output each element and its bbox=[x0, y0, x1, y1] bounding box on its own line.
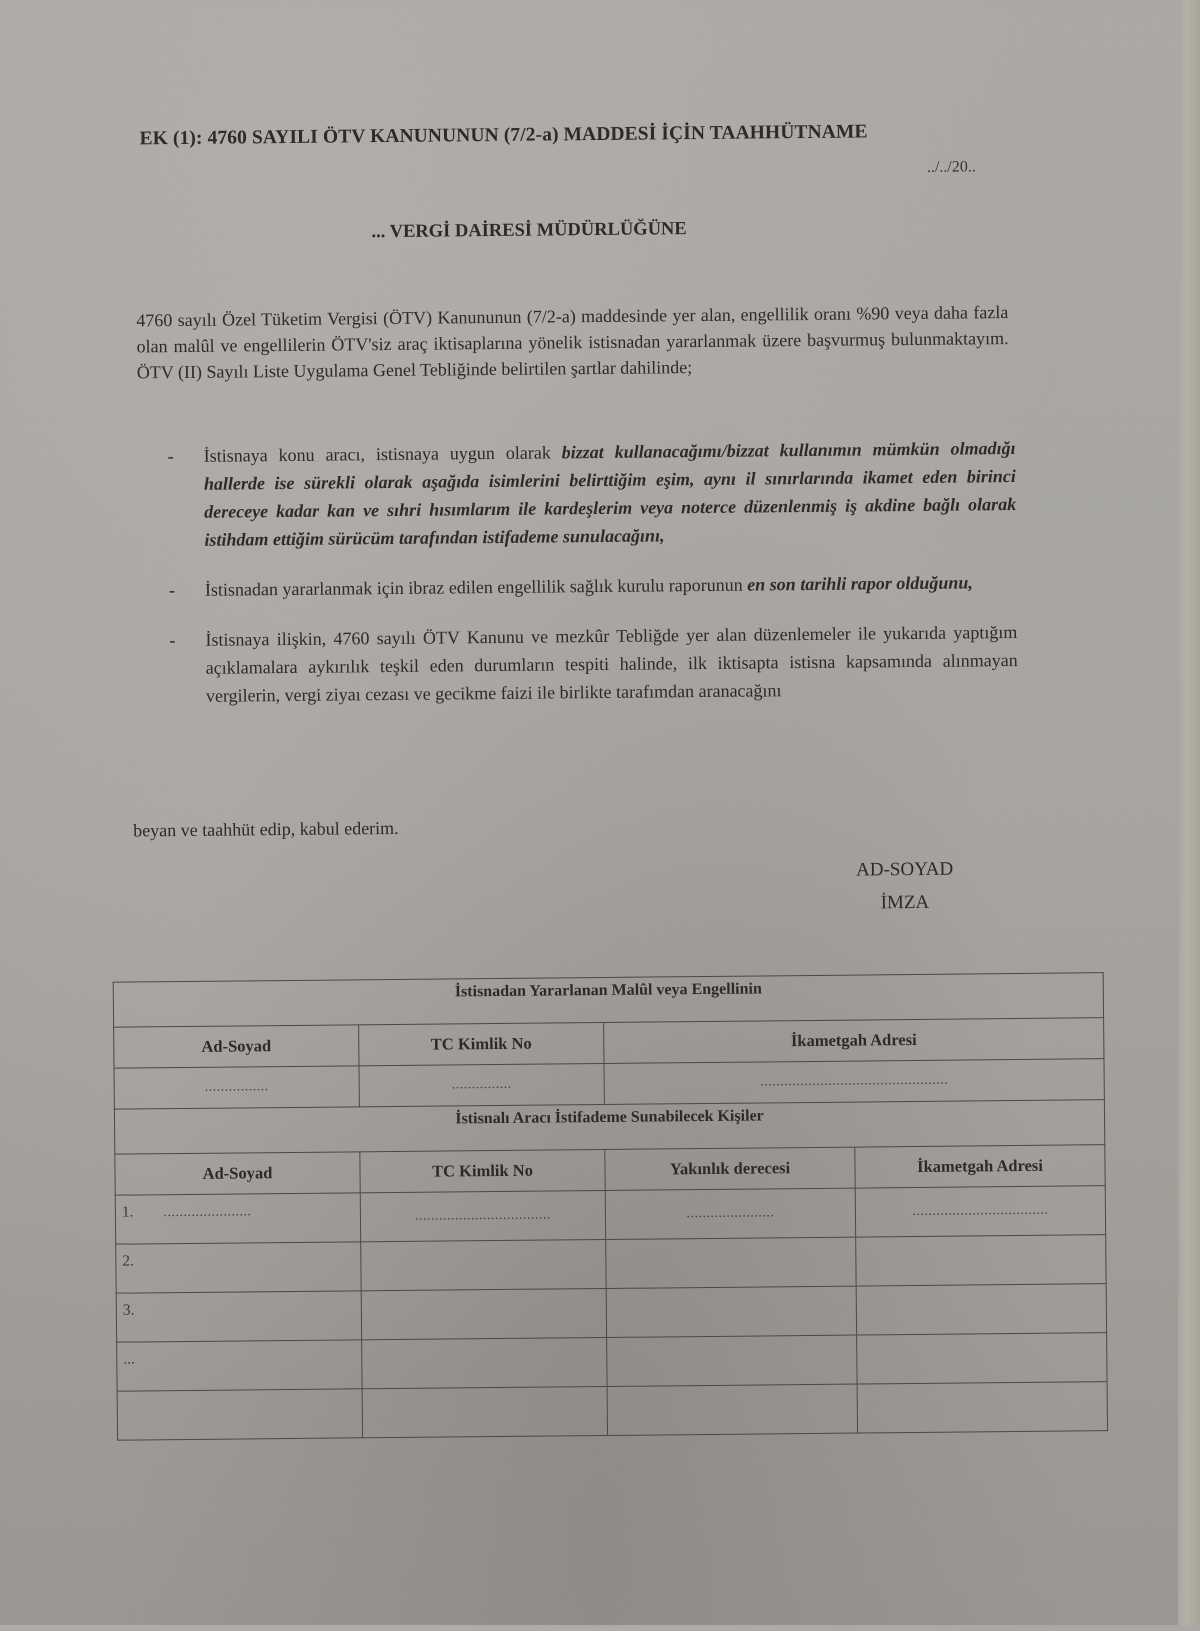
user-tc-field[interactable]: .................................. bbox=[360, 1190, 605, 1241]
name-dots: ...................... bbox=[163, 1204, 252, 1221]
commitment-emphasis: en son tarihli rapor olduğunu, bbox=[747, 572, 973, 595]
user-address-field[interactable] bbox=[857, 1333, 1107, 1384]
user-tc-field[interactable] bbox=[361, 1288, 606, 1339]
commitment-item bbox=[169, 568, 1017, 604]
beneficiary-form-table bbox=[113, 972, 1108, 1440]
intro-paragraph: 4760 sayılı Özel Tüketim Vergisi (ÖTV) Kanununun (7/2-a) maddesinde yer alan, engellilik oranı %90 veya daha fazla olan malûl ve engellilerin ÖTV'siz araç iktisaplarına yönelik istisnadan yararlanmak üzere başvurmuş bulunmaktayım. ÖTV (II) Sayılı Liste Uygulama Genel Tebliğinde belirtilen şartlar dahilinde; bbox=[136, 302, 1009, 383]
user-address-field[interactable] bbox=[856, 1284, 1106, 1335]
user-relation-field[interactable]: ...................... bbox=[605, 1188, 855, 1239]
beneficiary-section-title: İstisnadan Yararlanan Malûl veya Engellinin bbox=[113, 973, 1103, 1028]
dash-bullet-icon: - bbox=[168, 580, 176, 601]
row-number: 2. bbox=[122, 1252, 135, 1270]
user-name-field[interactable] bbox=[115, 1193, 360, 1244]
user-address-field[interactable] bbox=[856, 1235, 1106, 1286]
document-title: EK (1): 4760 SAYILI ÖTV KANUNUNUN (7/2-a) MADDESİ İÇİN TAAHHÜTNAME bbox=[139, 121, 868, 150]
user-tc-field[interactable] bbox=[362, 1337, 607, 1388]
beneficiary-address-field[interactable]: ............................................... bbox=[604, 1059, 1104, 1105]
dash-bullet-icon: - bbox=[169, 630, 176, 651]
user-address-field[interactable]: .................................. bbox=[855, 1186, 1105, 1237]
user-tc-field[interactable] bbox=[361, 1239, 606, 1290]
commitment-text: İstisnaya konu aracı, istisnaya uygun olarak bbox=[203, 442, 562, 466]
closing-statement: beyan ve taahhüt edip, kabul ederim. bbox=[133, 817, 399, 841]
table-row bbox=[117, 1382, 1107, 1441]
header-tc-kimlik-no: TC Kimlik No bbox=[359, 1022, 604, 1065]
users-section-title: İstisnalı Aracı İstifademe Sunabilecek Kişiler bbox=[114, 1100, 1104, 1155]
user-relation-field[interactable] bbox=[606, 1286, 856, 1337]
signature-label: İMZA bbox=[880, 891, 930, 914]
beneficiary-tc-field[interactable]: ............... bbox=[359, 1063, 604, 1106]
row-number: 1. bbox=[121, 1203, 134, 1221]
commitment-list bbox=[168, 434, 1019, 710]
addressee-heading: ... VERGİ DAİRESİ MÜDÜRLÜĞÜNE bbox=[371, 219, 687, 243]
commitment-text: İstisnadan yararlanmak için ibraz edilen engellilik sağlık kurulu raporunun bbox=[204, 574, 748, 600]
user-address-field[interactable] bbox=[857, 1382, 1107, 1433]
header-ikametgah-adresi: İkametgah Adresi bbox=[604, 1018, 1104, 1064]
commitment-item bbox=[169, 618, 1018, 710]
commitment-emphasis: bizzat kullanacağımı/bizzat kullanımın mümkün olmadığı hallerde ise sürekli olarak aşağıda isimlerini belirttiğim eşim, aynı il sınırlarında ikamet eden birinci dereceye kadar kan ve sıhri hısımlarım ile kardeşlerim veya noterce düzenlenmiş iş akdine bağlı olarak istihdam ettiğim sürücüm tarafından istifademe sunulacağını, bbox=[203, 437, 1017, 550]
row-number: ... bbox=[123, 1350, 136, 1368]
user-relation-field[interactable] bbox=[607, 1384, 857, 1435]
commitment-text: İstisnaya ilişkin, 4760 sayılı ÖTV Kanunu ve mezkûr Tebliğde yer alan düzenlemeler ile yukarıda yaptığım açıklamalara aykırılık teşkil eden durumların tespiti halinde, ilk iktisapta istisna kapsamında alınmayan vergilerin, vergi ziyaı cezası ve gecikme faizi ile birlikte tarafımdan aranacağını bbox=[205, 621, 1018, 706]
user-relation-field[interactable] bbox=[606, 1237, 856, 1288]
date-placeholder: ../../20.. bbox=[926, 158, 976, 176]
header-ad-soyad: Ad-Soyad bbox=[115, 1152, 360, 1195]
header-tc-kimlik-no: TC Kimlik No bbox=[360, 1149, 605, 1192]
beneficiary-name-field[interactable]: ................ bbox=[114, 1066, 359, 1109]
user-name-field[interactable] bbox=[116, 1291, 361, 1342]
header-ikametgah-adresi: İkametgah Adresi bbox=[855, 1145, 1105, 1188]
row-number: 3. bbox=[122, 1301, 135, 1319]
name-label: AD-SOYAD bbox=[855, 858, 954, 881]
signature-block bbox=[839, 852, 970, 919]
user-relation-field[interactable] bbox=[607, 1335, 857, 1386]
dash-bullet-icon: - bbox=[167, 446, 174, 467]
header-ad-soyad: Ad-Soyad bbox=[114, 1025, 359, 1068]
user-name-field[interactable] bbox=[117, 1340, 362, 1391]
user-name-field[interactable] bbox=[116, 1242, 361, 1293]
header-yakinlik-derecesi: Yakınlık derecesi bbox=[605, 1147, 855, 1190]
commitment-item bbox=[168, 434, 1017, 554]
user-name-field[interactable] bbox=[117, 1389, 362, 1440]
user-tc-field[interactable] bbox=[362, 1386, 607, 1437]
